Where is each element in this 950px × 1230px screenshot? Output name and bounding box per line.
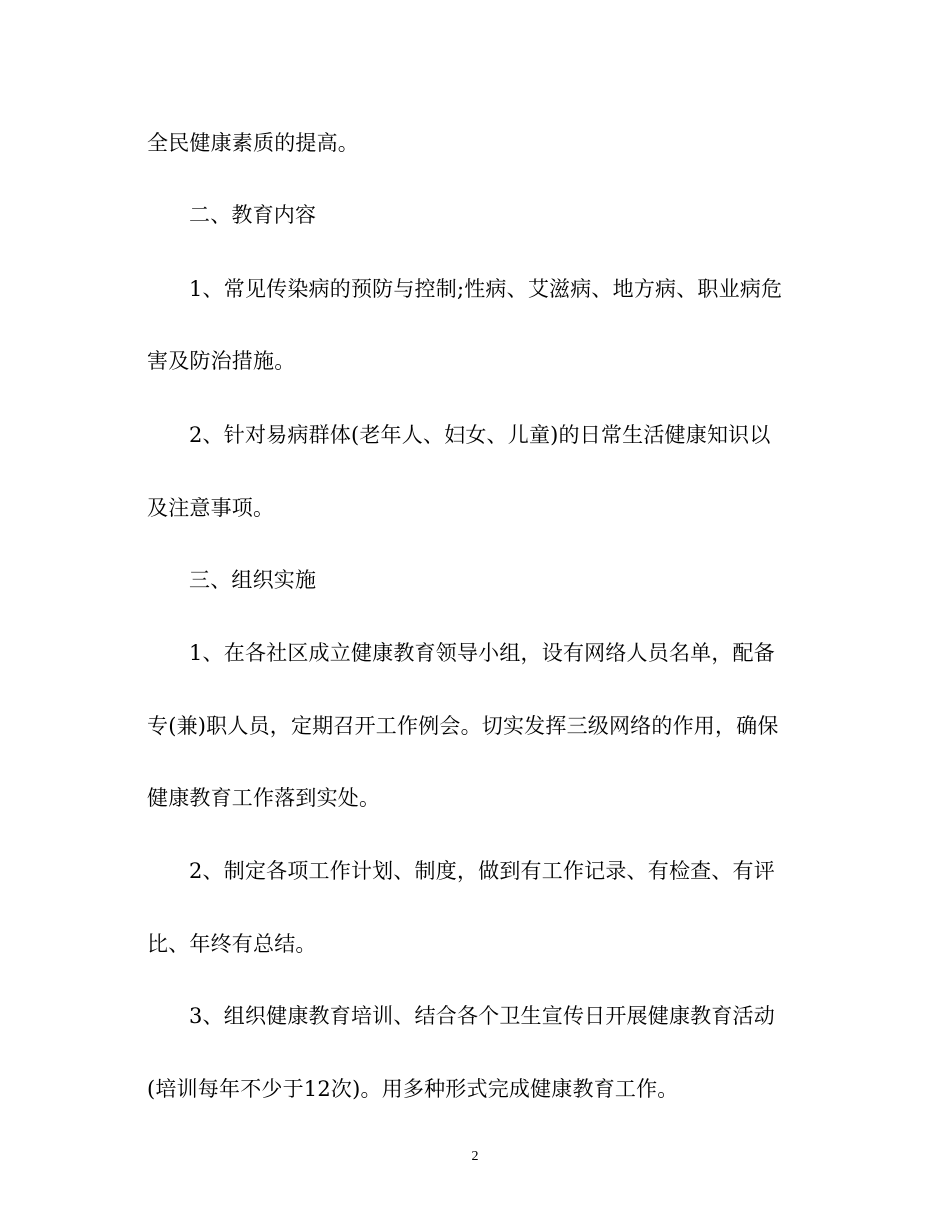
text-line-6: 及注意事项。 (147, 496, 275, 520)
text-line-1: 全民健康素质的提高。 (147, 131, 359, 155)
text-line-10: 健康教育工作落到实处。 (147, 786, 381, 810)
text-line-5: 2、针对易病群体(老年人、妇女、儿童)的日常生活健康知识以 (189, 423, 771, 447)
section-heading-education-content: 二、教育内容 (189, 203, 317, 227)
text-line-4: 害及防治措施。 (147, 349, 296, 373)
text-line-14: (培训每年不少于12次)。用多种形式完成健康教育工作。 (147, 1077, 679, 1101)
text-line-8: 1、在各社区成立健康教育领导小组，设有网络人员名单，配备 (189, 641, 775, 665)
text-line-9: 专(兼)职人员，定期召开工作例会。切实发挥三级网络的作用，确保 (147, 714, 779, 738)
page-number: 2 (471, 1149, 479, 1164)
text-line-11: 2、制定各项工作计划、制度，做到有工作记录、有检查、有评 (189, 859, 775, 883)
text-line-3: 1、常见传染病的预防与控制;性病、艾滋病、地方病、职业病危 (189, 277, 783, 301)
text-line-12: 比、年终有总结。 (147, 932, 317, 956)
text-line-13: 3、组织健康教育培训、结合各个卫生宣传日开展健康教育活动 (189, 1004, 775, 1028)
section-heading-organization: 三、组织实施 (189, 568, 317, 592)
